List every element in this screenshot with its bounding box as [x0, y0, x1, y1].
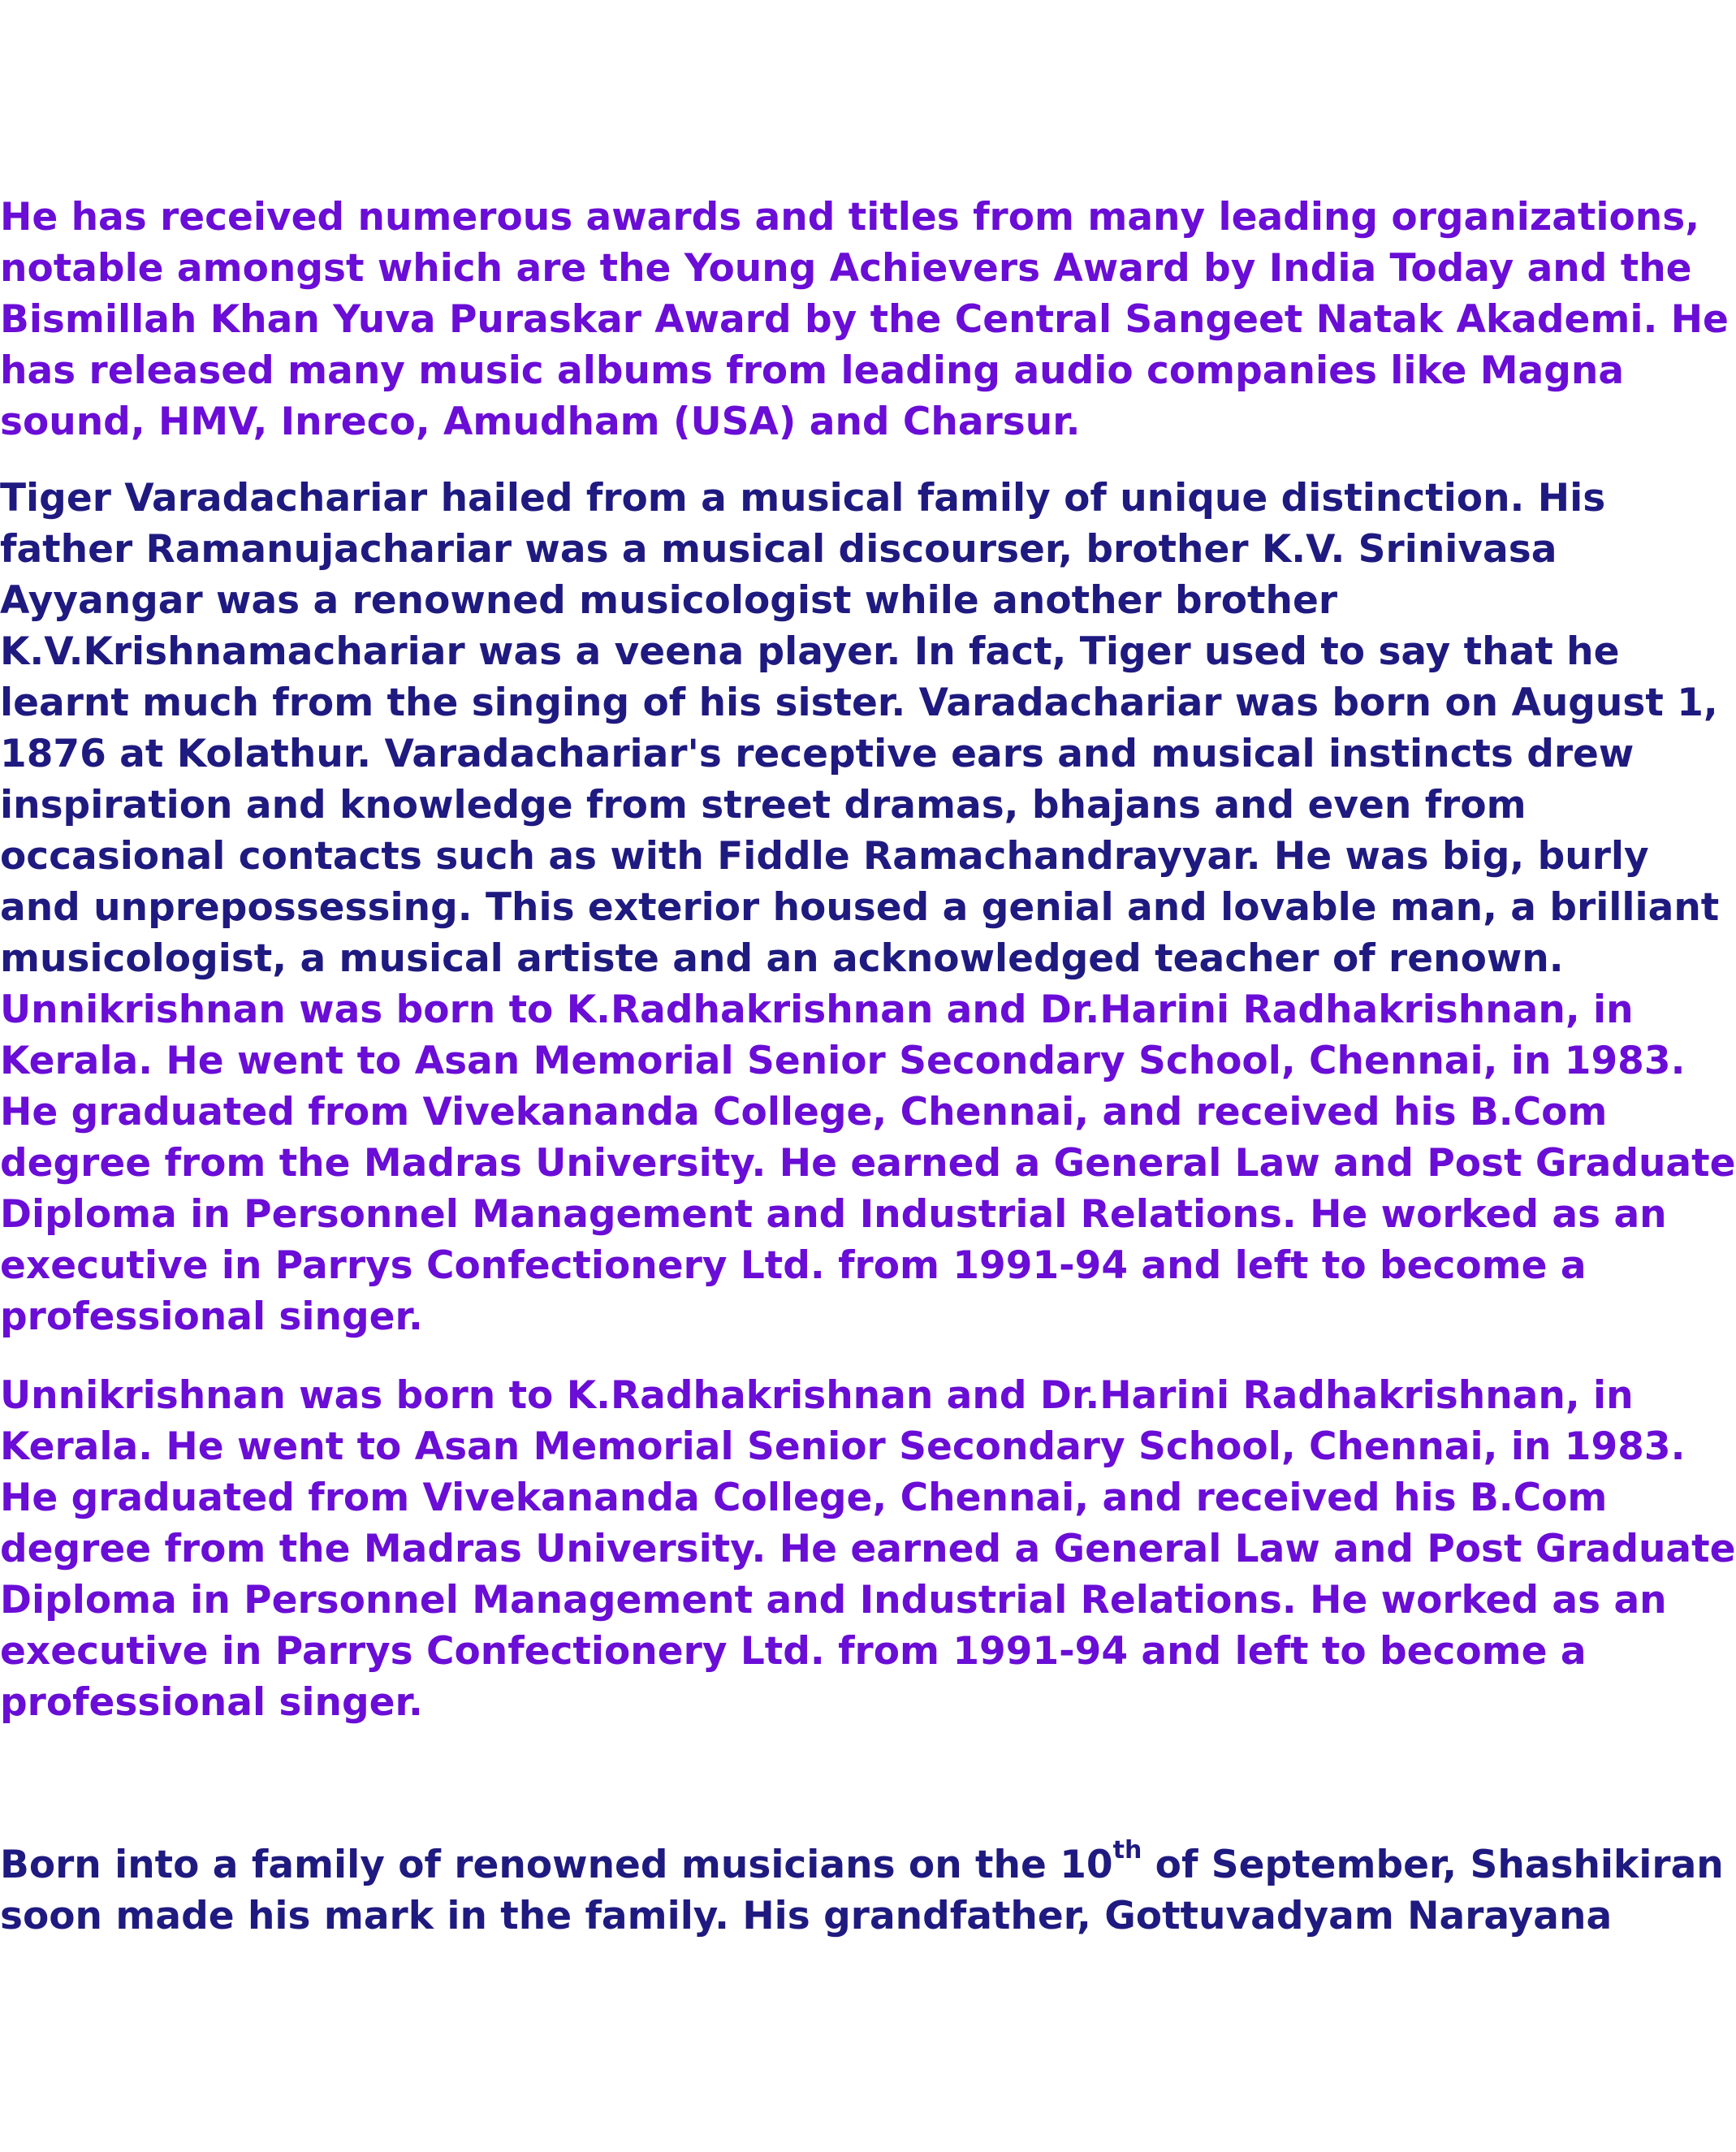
text-line: learnt much from the singing of his sister. Varadachariar was born on August 1,	[0, 681, 1718, 725]
paragraph-awards	[0, 192, 1729, 447]
text-line: Diploma in Personnel Management and Industrial Relations. He worked as an	[0, 1192, 1667, 1237]
paragraph-tiger-varadachariar	[0, 473, 1720, 984]
text-line: He graduated from Vivekananda College, Chennai, and received his B.Com	[0, 1090, 1608, 1134]
text-line: professional singer.	[0, 1294, 423, 1339]
text-line: degree from the Madras University. He earned a General Law and Post Graduate	[0, 1527, 1736, 1571]
text-line: inspiration and knowledge from street dramas, bhajans and even from	[0, 783, 1527, 828]
text-line: professional singer.	[0, 1680, 423, 1725]
text-line: soon made his mark in the family. His grandfather, Gottuvadyam Narayana	[0, 1894, 1613, 1938]
text-run: of September, Shashikiran	[1142, 1843, 1724, 1887]
text-line: degree from the Madras University. He earned a General Law and Post Graduate	[0, 1141, 1736, 1186]
text-line: and unprepossessing. This exterior housed a genial and lovable man, a brilliant	[0, 885, 1720, 930]
paragraph-unnikrishnan-1	[0, 984, 1736, 1342]
paragraph-shashikiran	[0, 1836, 1724, 1942]
text-line: father Ramanujachariar was a musical discourser, brother K.V. Srinivasa	[0, 527, 1557, 572]
text-line: Diploma in Personnel Management and Industrial Relations. He worked as an	[0, 1578, 1667, 1623]
text-line: Unnikrishnan was born to K.Radhakrishnan and Dr.Harini Radhakrishnan, in	[0, 987, 1634, 1032]
text-line: Kerala. He went to Asan Memorial Senior Secondary School, Chennai, in 1983.	[0, 1424, 1686, 1469]
text-line: Bismillah Khan Yuva Puraskar Award by the Central Sangeet Natak Akademi. He	[0, 297, 1729, 342]
text-line: He graduated from Vivekananda College, Chennai, and received his B.Com	[0, 1476, 1608, 1520]
text-line: Kerala. He went to Asan Memorial Senior Secondary School, Chennai, in 1983.	[0, 1039, 1686, 1083]
text-line	[0, 1836, 1724, 1891]
text-line: He has received numerous awards and titles from many leading organizations,	[0, 195, 1700, 240]
text-line: musicologist, a musical artiste and an acknowledged teacher of renown.	[0, 936, 1564, 981]
paragraph-unnikrishnan-2	[0, 1370, 1736, 1728]
text-line: 1876 at Kolathur. Varadachariar's receptive ears and musical instincts drew	[0, 732, 1635, 776]
text-run: Born into a family of renowned musicians on the 10	[0, 1843, 1113, 1887]
text-line: executive in Parrys Confectionery Ltd. from 1991-94 and left to become a	[0, 1243, 1587, 1288]
text-line: Ayyangar was a renowned musicologist while another brother	[0, 578, 1338, 623]
text-line: Tiger Varadachariar hailed from a musical family of unique distinction. His	[0, 476, 1606, 521]
text-line: Unnikrishnan was born to K.Radhakrishnan and Dr.Harini Radhakrishnan, in	[0, 1373, 1634, 1418]
text-line: executive in Parrys Confectionery Ltd. from 1991-94 and left to become a	[0, 1629, 1587, 1674]
text-line: has released many music albums from leading audio companies like Magna	[0, 348, 1625, 393]
text-line: sound, HMV, Inreco, Amudham (USA) and Charsur.	[0, 400, 1081, 444]
text-line: occasional contacts such as with Fiddle Ramachandrayyar. He was big, burly	[0, 834, 1649, 879]
ordinal-superscript: th	[1112, 1836, 1142, 1865]
text-line: K.V.Krishnamachariar was a veena player. In fact, Tiger used to say that he	[0, 629, 1620, 674]
text-line: notable amongst which are the Young Achievers Award by India Today and the	[0, 246, 1692, 291]
